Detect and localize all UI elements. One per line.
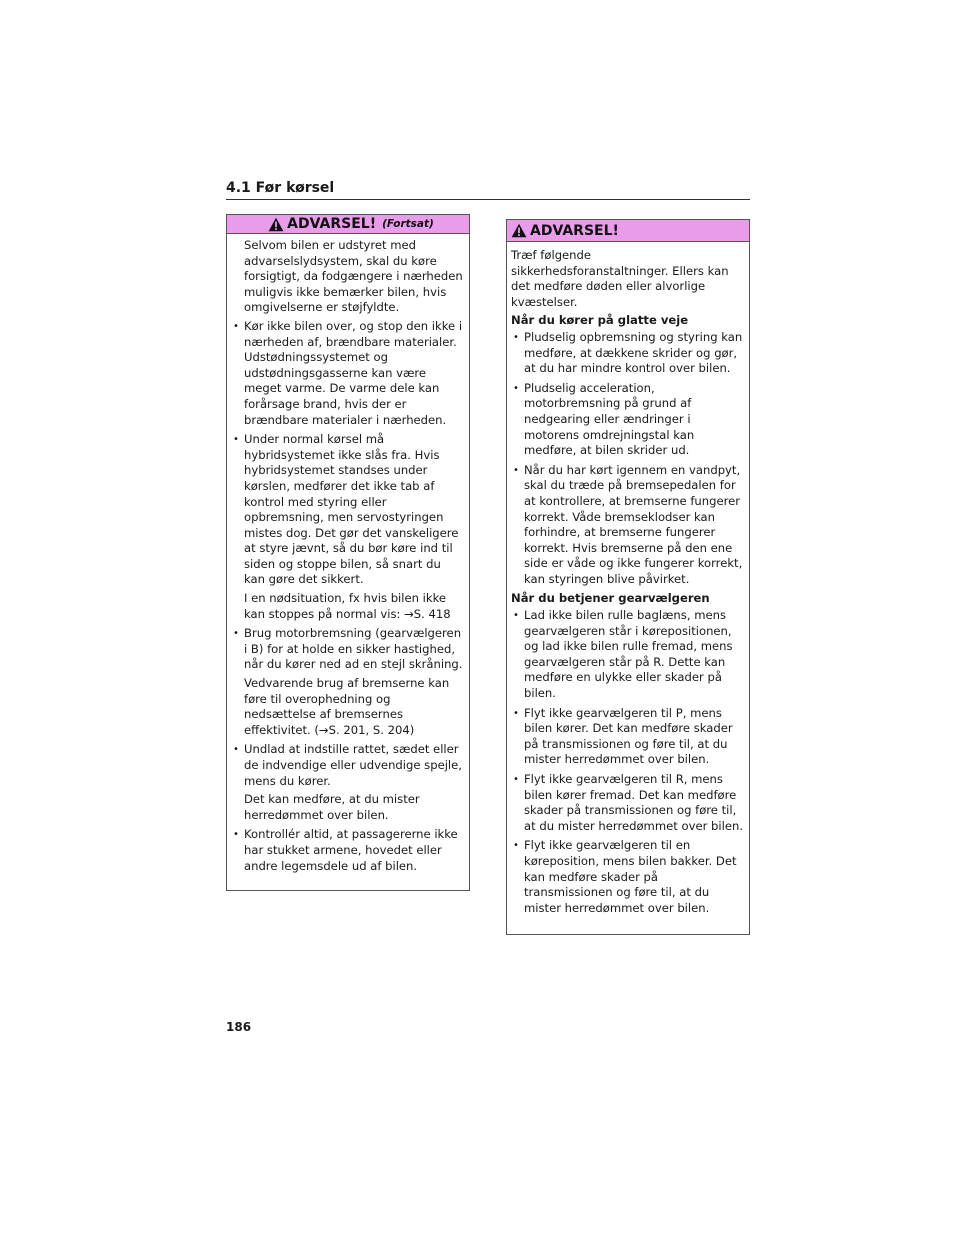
warning-header <box>507 220 749 242</box>
list-item: • Flyt ikke gearvælgeren til R, mens bilen kører fremad. Det kan medføre skader på transmissionen og føre til, at du mister herredømmet over bilen. <box>511 772 745 834</box>
list-item: • Når du har kørt igennem en vandpyt, skal du træde på bremsepedalen for at kontrollere, at bremserne fungerer korrekt. Våde bremseklodser kan forhindre, at bremserne fungerer korrekt. Hvis bremserne på den ene side er våde og ikke fungerer korrekt, kan styringen blive påvirket. <box>511 463 745 588</box>
warning-box <box>506 219 750 935</box>
warning-title: ADVARSEL! <box>530 222 619 239</box>
warning-box-continued <box>226 214 470 891</box>
warning-list <box>511 608 745 916</box>
list-item: • Brug motorbremsning (gearvælgeren i B) for at holde en sikker hastighed, når du kører ned ad en stejl skråning. Vedvarende brug af bremserne kan føre til overophedning og nedsættelse af bremsernes effektivitet. (→S. 201, S. 204) <box>231 626 465 738</box>
list-item: • Undlad at indstille rattet, sædet eller de indvendige eller udvendige spejle, mens du kører. Det kan medføre, at du mister herredømmet over bilen. <box>231 742 465 823</box>
list-item: • Flyt ikke gearvælgeren til P, mens bilen kører. Det kan medføre skader på transmissionen og føre til, at du mister herredømmet over bilen. <box>511 706 745 768</box>
list-item: • Lad ikke bilen rulle baglæns, mens gearvælgeren står i kørepositionen, og lad ikke bilen rulle fremad, mens gearvælgeren står på R. Dette kan medføre en ulykke eller skader på bilen. <box>511 608 745 702</box>
continued-label: (Fortsat) <box>382 218 434 230</box>
subheading-gear-selector: Når du betjener gearvælgeren <box>511 591 710 606</box>
list-item-note: I en nødsituation, fx hvis bilen ikke kan stoppes på normal vis: →S. 418 <box>244 591 451 621</box>
list-item-note: Vedvarende brug af bremserne kan føre til overophedning og nedsættelse af bremsernes effektivitet. (→S. 201, S. 204) <box>244 676 450 737</box>
warning-header <box>227 215 469 234</box>
warning-body <box>227 234 469 874</box>
subheading-slippery-roads: Når du kører på glatte veje <box>511 313 689 328</box>
list-item-note: Det kan medføre, at du mister herredømmet over bilen. <box>244 792 420 822</box>
warning-triangle-icon <box>268 217 284 232</box>
list-item: • Pludselig opbremsning og styring kan medføre, at dækkene skrider og gør, at du har mindre kontrol over bilen. <box>511 330 745 377</box>
list-item: • Under normal kørsel må hybridsystemet ikke slås fra. Hvis hybridsystemet standses under kørslen, medfører det ikke tab af kontrol med styring eller opbremsning, men servostyringen mistes dog. Det gør det vanskeligere at styre jævnt, så du bør køre ind til siden og stoppe bilen, så snart du kan gøre det sikkert. I en nødsituation, fx hvis bilen ikke kan stoppes på normal vis: →S. 418 <box>231 432 465 622</box>
warning-body <box>507 242 749 916</box>
intro-paragraph: Træf følgende sikkerhedsforanstaltninger. Ellers kan det medføre døden eller alvorlige kvæstelser. <box>511 248 729 309</box>
section-divider <box>226 199 750 200</box>
list-item: • Kontrollér altid, at passagererne ikke har stukket armene, hovedet eller andre legemsdele ud af bilen. <box>231 827 465 874</box>
page-number: 186 <box>226 1020 252 1034</box>
intro-paragraph: Selvom bilen er udstyret med advarselslydsystem, skal du køre forsigtigt, da fodgængere i nærheden muligvis ikke bemærker bilen, hvis omgivelserne er støjfyldte. <box>244 238 463 315</box>
warning-triangle-icon <box>511 223 527 238</box>
section-title: 4.1 Før kørsel <box>226 180 335 196</box>
list-item: • Pludselig acceleration, motorbremsning på grund af nedgearing eller ændringer i motorens omdrejningstal kan medføre, at bilen skrider ud. <box>511 381 745 459</box>
warning-list <box>511 330 745 588</box>
warning-title: ADVARSEL! <box>287 216 377 232</box>
list-item: • Kør ikke bilen over, og stop den ikke i nærheden af, brændbare materialer. Udstødningssystemet og udstødningsgasserne kan være meget varme. De varme dele kan forårsage brand, hvis der er brændbare materialer i nærheden. <box>231 319 465 428</box>
list-item: • Flyt ikke gearvælgeren til en køreposition, mens bilen bakker. Det kan medføre skader på transmissionen og føre til, at du mister herredømmet over bilen. <box>511 838 745 916</box>
warning-list <box>231 319 465 874</box>
